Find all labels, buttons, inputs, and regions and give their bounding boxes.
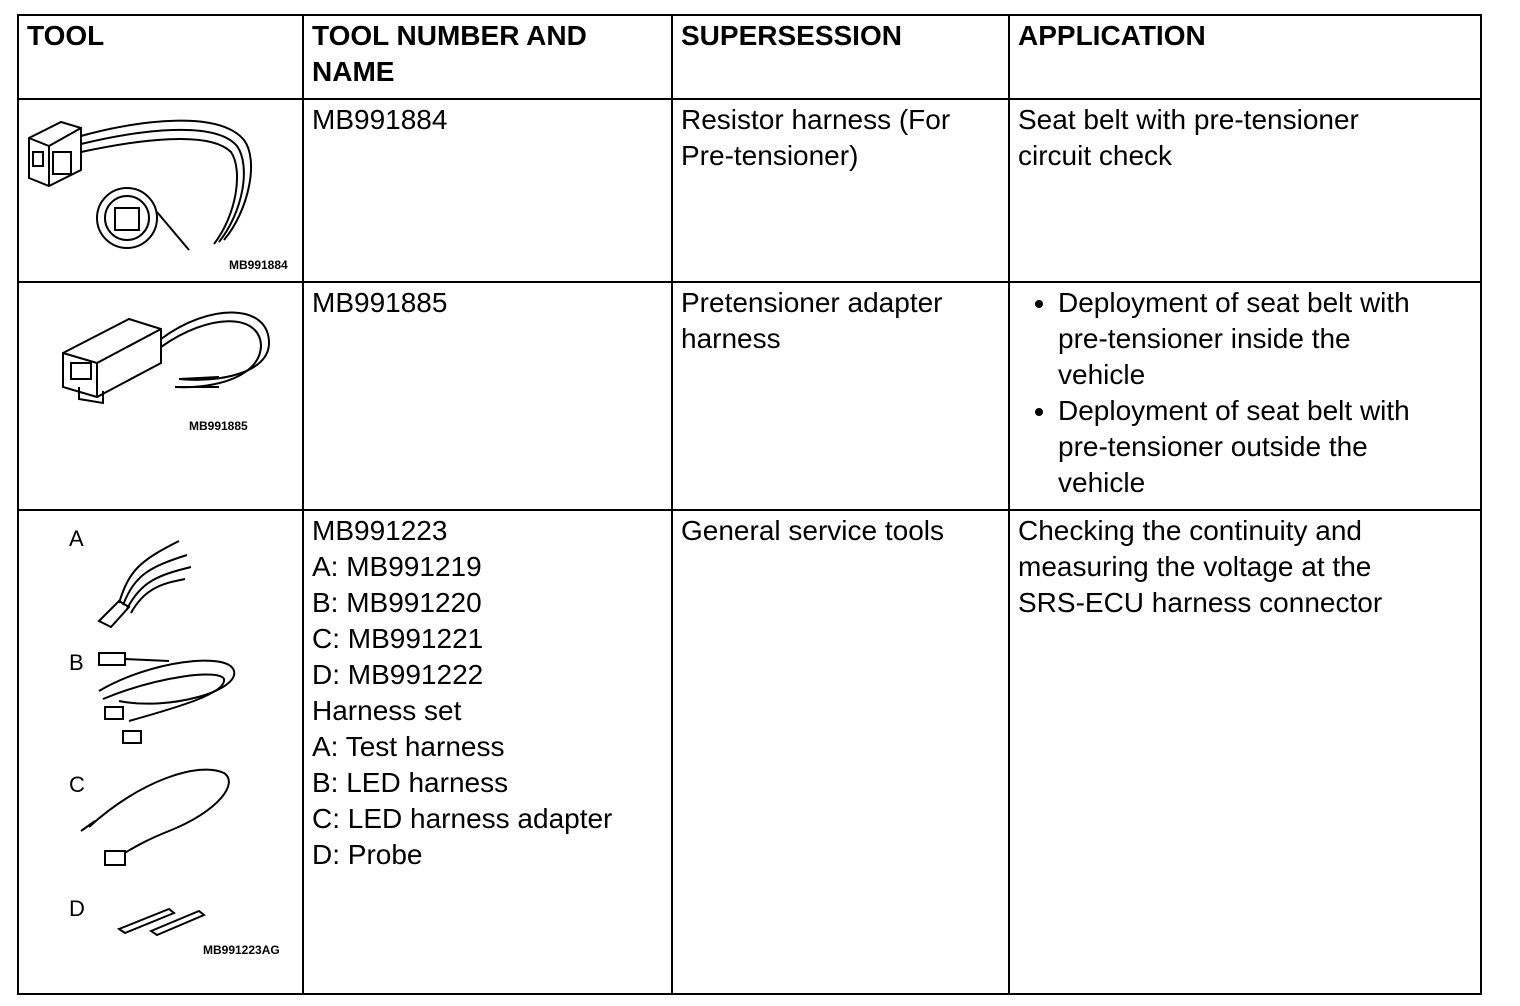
application-line: measuring the voltage at the xyxy=(1018,551,1372,582)
header-tool-number xyxy=(303,15,672,99)
tool-image-caption: MB991223AG xyxy=(203,943,280,957)
tool-number-cell xyxy=(303,99,672,282)
tool-image-caption: MB991885 xyxy=(189,419,248,433)
application-cell xyxy=(1009,282,1481,510)
tool-image-cell xyxy=(18,510,303,994)
tool-number-line: A: MB991219 xyxy=(312,551,482,582)
tool-image-cell xyxy=(18,282,303,510)
tool-number-line: C: LED harness adapter xyxy=(312,803,613,834)
header-application: APPLICATION xyxy=(1009,15,1481,99)
tool-number-line: B: MB991220 xyxy=(312,587,482,618)
harness-set-illustration xyxy=(19,511,304,995)
supersession-line: General service tools xyxy=(681,515,945,546)
header-tool-number-line1: TOOL NUMBER AND xyxy=(312,20,587,51)
application-bullet xyxy=(1058,393,1472,501)
illustration-label-a: A xyxy=(69,526,84,551)
supersession-cell xyxy=(672,510,1009,994)
table-row xyxy=(18,282,1481,510)
tool-image-caption: MB991884 xyxy=(229,258,288,272)
bullet-line: vehicle xyxy=(1058,359,1146,390)
tool-number-line: Harness set xyxy=(312,695,462,726)
tool-number-line: D: MB991222 xyxy=(312,659,484,690)
tool-number-line: D: Probe xyxy=(312,839,423,870)
supersession-cell xyxy=(672,99,1009,282)
header-tool-number-line2: NAME xyxy=(312,56,395,87)
bullet-line: • Deployment of seat belt with xyxy=(1058,287,1410,318)
bullet-line: pre-tensioner outside the xyxy=(1058,431,1368,462)
tool-number-cell xyxy=(303,282,672,510)
header-supersession: SUPERSESSION xyxy=(672,15,1009,99)
table-row xyxy=(18,510,1481,994)
special-tools-table xyxy=(17,14,1482,995)
illustration-label-c: C xyxy=(69,772,85,797)
tool-number-line: MB991884 xyxy=(312,104,448,135)
tool-number-line: C: MB991221 xyxy=(312,623,484,654)
tool-number-line: A: Test harness xyxy=(312,731,505,762)
header-row xyxy=(18,15,1481,99)
bullet-line: pre-tensioner inside the xyxy=(1058,323,1351,354)
supersession-line: Pre-tensioner) xyxy=(681,140,859,171)
header-tool: TOOL xyxy=(18,15,303,99)
supersession-line: harness xyxy=(681,323,781,354)
application-line: Seat belt with pre-tensioner xyxy=(1018,104,1359,135)
illustration-label-d: D xyxy=(69,896,85,921)
table-row xyxy=(18,99,1481,282)
application-line: Checking the continuity and xyxy=(1018,515,1362,546)
tool-number-cell xyxy=(303,510,672,994)
supersession-cell xyxy=(672,282,1009,510)
tool-number-line: B: LED harness xyxy=(312,767,509,798)
supersession-line: Pretensioner adapter xyxy=(681,287,943,318)
application-cell xyxy=(1009,510,1481,994)
supersession-line: Resistor harness (For xyxy=(681,104,951,135)
resistor-harness-illustration xyxy=(19,100,304,283)
tool-number-line: MB991223 xyxy=(312,515,448,546)
tool-image-cell xyxy=(18,99,303,282)
application-line: SRS-ECU harness connector xyxy=(1018,587,1383,618)
bullet-line: • Deployment of seat belt with xyxy=(1058,395,1410,426)
application-cell xyxy=(1009,99,1481,282)
illustration-label-b: B xyxy=(69,650,84,675)
tool-number-line: MB991885 xyxy=(312,287,448,318)
pretensioner-adapter-illustration xyxy=(19,283,304,511)
application-bullet xyxy=(1058,285,1472,393)
application-bullet-list xyxy=(1018,285,1472,501)
application-line: circuit check xyxy=(1018,140,1173,171)
bullet-line: vehicle xyxy=(1058,467,1146,498)
